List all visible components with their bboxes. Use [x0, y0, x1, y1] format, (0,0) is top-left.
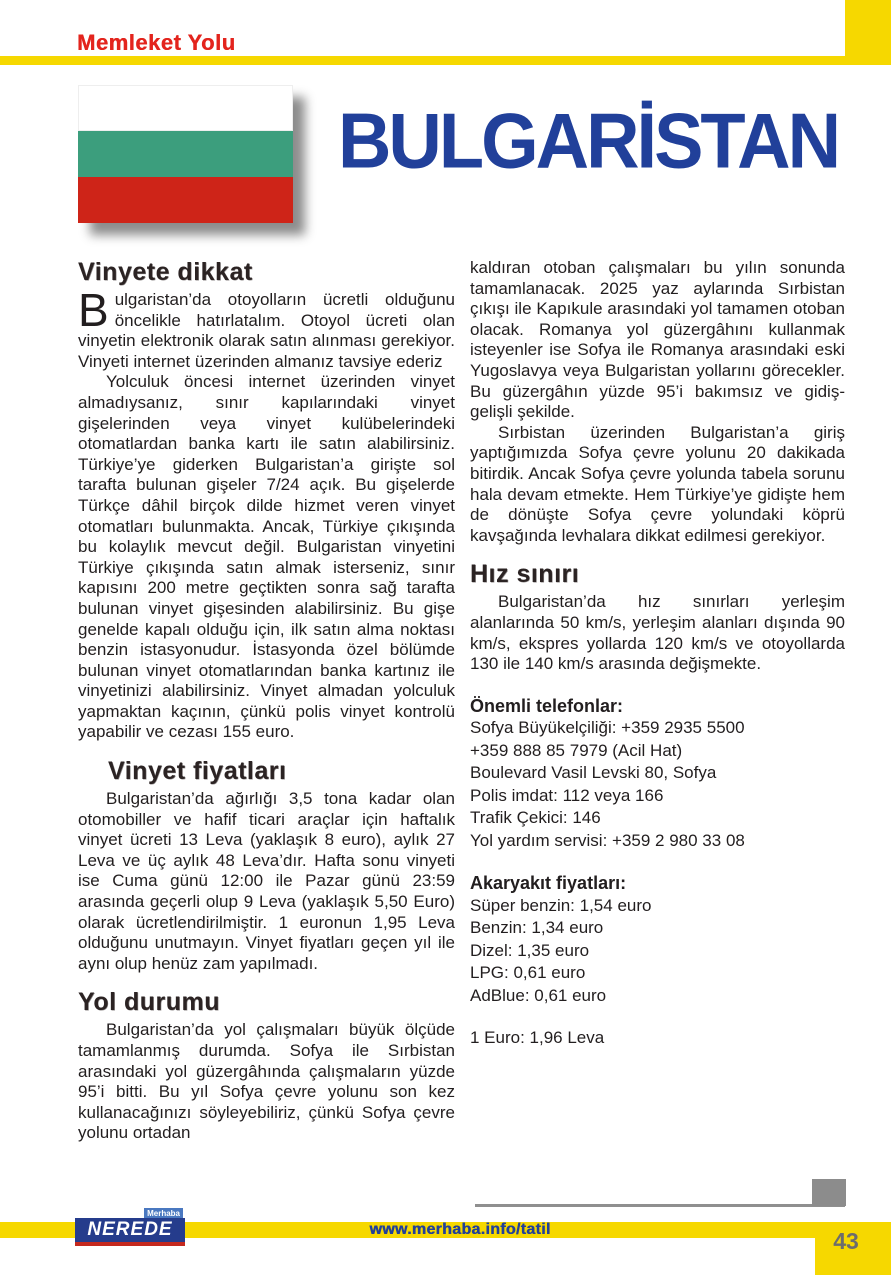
exchange-rate-line	[470, 1027, 845, 1050]
paragraph-sirbistan: Sırbistan üzerinden Bulgaristan’a giriş yaptığımızda Sofya çevre yolunu 20 dakikada bitirdik. Ancak Sofya çevre yolunda tabela sorunu hala devam etmekte. Hem Türkiye’ye gidişte hem de dönüşte Sofya çevre yolundaki köprü kavşağında levhalara dikkat edilmesi gerekiyor.	[470, 422, 845, 545]
end-of-article-rule	[475, 1204, 845, 1207]
flag-stripe-green	[78, 131, 293, 177]
phone-line: Boulevard Vasil Levski 80, Sofya	[470, 763, 717, 783]
heading-yol-durumu: Yol durumu	[78, 988, 221, 1017]
paragraph-hiz-siniri: Bulgaristan’da hız sınırları yerleşim alanlarında 50 km/s, yerleşim alanları dışında 90 km/s, ekspres yollarda 120 km/s ve otoyollarda 130 ile 140 km/s arasında değişmekte.	[470, 592, 845, 674]
heading-hiz-siniri: Hız sınırı	[470, 560, 580, 589]
phone-line: Yol yardım servisi: +359 2 980 33 08	[470, 830, 745, 850]
paragraph-otoban: kaldıran otoban çalışmaları bu yılın sonunda tamamlanacak. 2025 yaz aylarında Sırbistan çıkışı ile Kapıkule arasındaki yol tamamen otoban olacak. Romanya yol güzergâhını kullanmak isteyenler ise Sofya ile Romanya arasındaki eski Yugoslavya veya Bulgaristan yollarını görecekler. Bu güzergâhın yüzde 95’i bakımsız ve gidiş-gelişli şekilde.	[470, 258, 845, 422]
phone-line: Polis imdat: 112 veya 166	[470, 785, 664, 805]
fuel-line: AdBlue: 0,61 euro	[470, 985, 607, 1005]
heading-vinyet-fiyatlari: Vinyet fiyatları	[108, 757, 287, 786]
paragraph-vinyet-intro-text: ulgaristan’da otoyolların ücretli olduğunu öncelikle hatırlatalım. Otoyol ücreti olan vinyetin elektronik olarak satın alınması gerekiyor. Vinyeti internet üzerinden almanız tavsiye ederiz	[78, 290, 455, 371]
page-title: BULGARİSTAN	[337, 97, 839, 185]
fuel-block	[470, 872, 845, 1007]
phone-line: Trafik Çekici: 146	[470, 808, 601, 828]
fuel-line: Süper benzin: 1,54 euro	[470, 895, 652, 915]
paragraph-vinyet-intro	[78, 284, 455, 372]
footer-url: www.merhaba.info/tatil	[369, 1221, 551, 1238]
spacer	[470, 852, 845, 872]
fuel-line: LPG: 0,61 euro	[470, 963, 586, 983]
paragraph-yol-durumu: Bulgaristan’da yol çalışmaları büyük ölçüde tamamlanmış durumda. Sofya ile Sırbistan arasındaki yol güzergâhında çalışmaların yüzde 95’i bitti. Bu yıl Sofya çevre yolunu son kez kullanacağınızı söyleyebiliriz, çünkü Sofya çevre yolunu ortadan	[78, 1020, 455, 1143]
phones-heading: Önemli telefonlar:	[470, 695, 624, 716]
fuel-line: Dizel: 1,35 euro	[470, 940, 590, 960]
exchange-rate-text: 1 Euro: 1,96 Leva	[470, 1028, 605, 1048]
phones-block	[470, 695, 845, 853]
logo-wordmark: NEREDE	[75, 1218, 185, 1242]
heading-vinyete-dikkat: Vinyete dikkat	[78, 258, 253, 286]
section-kicker: Memleket Yolu	[77, 30, 236, 55]
phone-line: +359 888 85 7979 (Acil Hat)	[470, 740, 683, 760]
logo-red-strip	[75, 1242, 185, 1246]
right-column	[470, 258, 845, 1050]
fuel-heading: Akaryakıt fiyatları:	[470, 873, 627, 894]
flag-stripe-white	[78, 85, 293, 131]
spacer	[470, 1007, 845, 1027]
left-column	[78, 258, 455, 1144]
fuel-line: Benzin: 1,34 euro	[470, 918, 604, 938]
phone-line: Sofya Büyükelçiliği: +359 2935 5500	[470, 718, 745, 738]
spacer	[470, 675, 845, 695]
end-of-article-marker	[812, 1179, 846, 1206]
top-yellow-band	[0, 56, 891, 65]
nerede-logo	[75, 1210, 185, 1248]
paragraph-vinyet-fiyat: Bulgaristan’da ağırlığı 3,5 tona kadar olan otomobiller ve hafif ticari araçlar için haftalık vinyet ücreti 13 Leva (yaklaşık 8 euro), aylık 27 Leva ve üç aylık 48 Leva’dır. Hafta sonu vinyeti ise Cuma günü 12:00 ile Pazar günü 23:59 arasında geçerli olup 9 Leva (yaklaşık 5,50 Euro) olarak ücretlendirilmiştir. 1 euronun 1,95 Leva olduğunu unutmayın. Vinyet fiyatları geçen yıl ile aynı olup henüz zam yapılmadı.	[78, 789, 455, 973]
top-right-yellow-corner	[845, 0, 891, 65]
drop-cap: B	[78, 284, 109, 336]
paragraph-vinyet-detail: Yolculuk öncesi internet üzerinden vinyet almadıysanız, sınır kapılarındaki vinyet gişelerinden veya vinyet kulübelerindeki otomatlardan banka kartı ile satın alabilirsiniz. Türkiye’ye giderken Bulgaristan’a girişte sol tarafta bulunan gişeler 7/24 açık. Bu gişelerde Türkçe dâhil birçok dilde hizmet veren vinyet otomatları bulunmakta. Ancak, Türkiye çıkışında bu kolaylık mevcut değil. Bulgaristan vinyetini Türkiye çıkışında satın almak isterseniz, sınır kapısını 200 metre geçtikten sonra sağ tarafta bulunan vinyet gişesinden alabilirsiniz. Bu gişe genelde kapalı olduğu için, ilk satın alma noktası benzin istasyonudur. İstasyonda özel bölümde bulunan vinyet otomatlarından banka kartınız ile vinyetinizi alabilirsiniz. Vinyet almadan yolculuk yapmaktan kaçının, çünkü polis vinyet kontrolü yapabilir ve cezası 155 euro.	[78, 372, 455, 742]
logo-merhaba-tag: Merhaba	[144, 1208, 183, 1219]
flag-stripe-red	[78, 177, 293, 223]
bulgaria-flag	[78, 85, 293, 223]
page-number: 43	[833, 1228, 859, 1254]
